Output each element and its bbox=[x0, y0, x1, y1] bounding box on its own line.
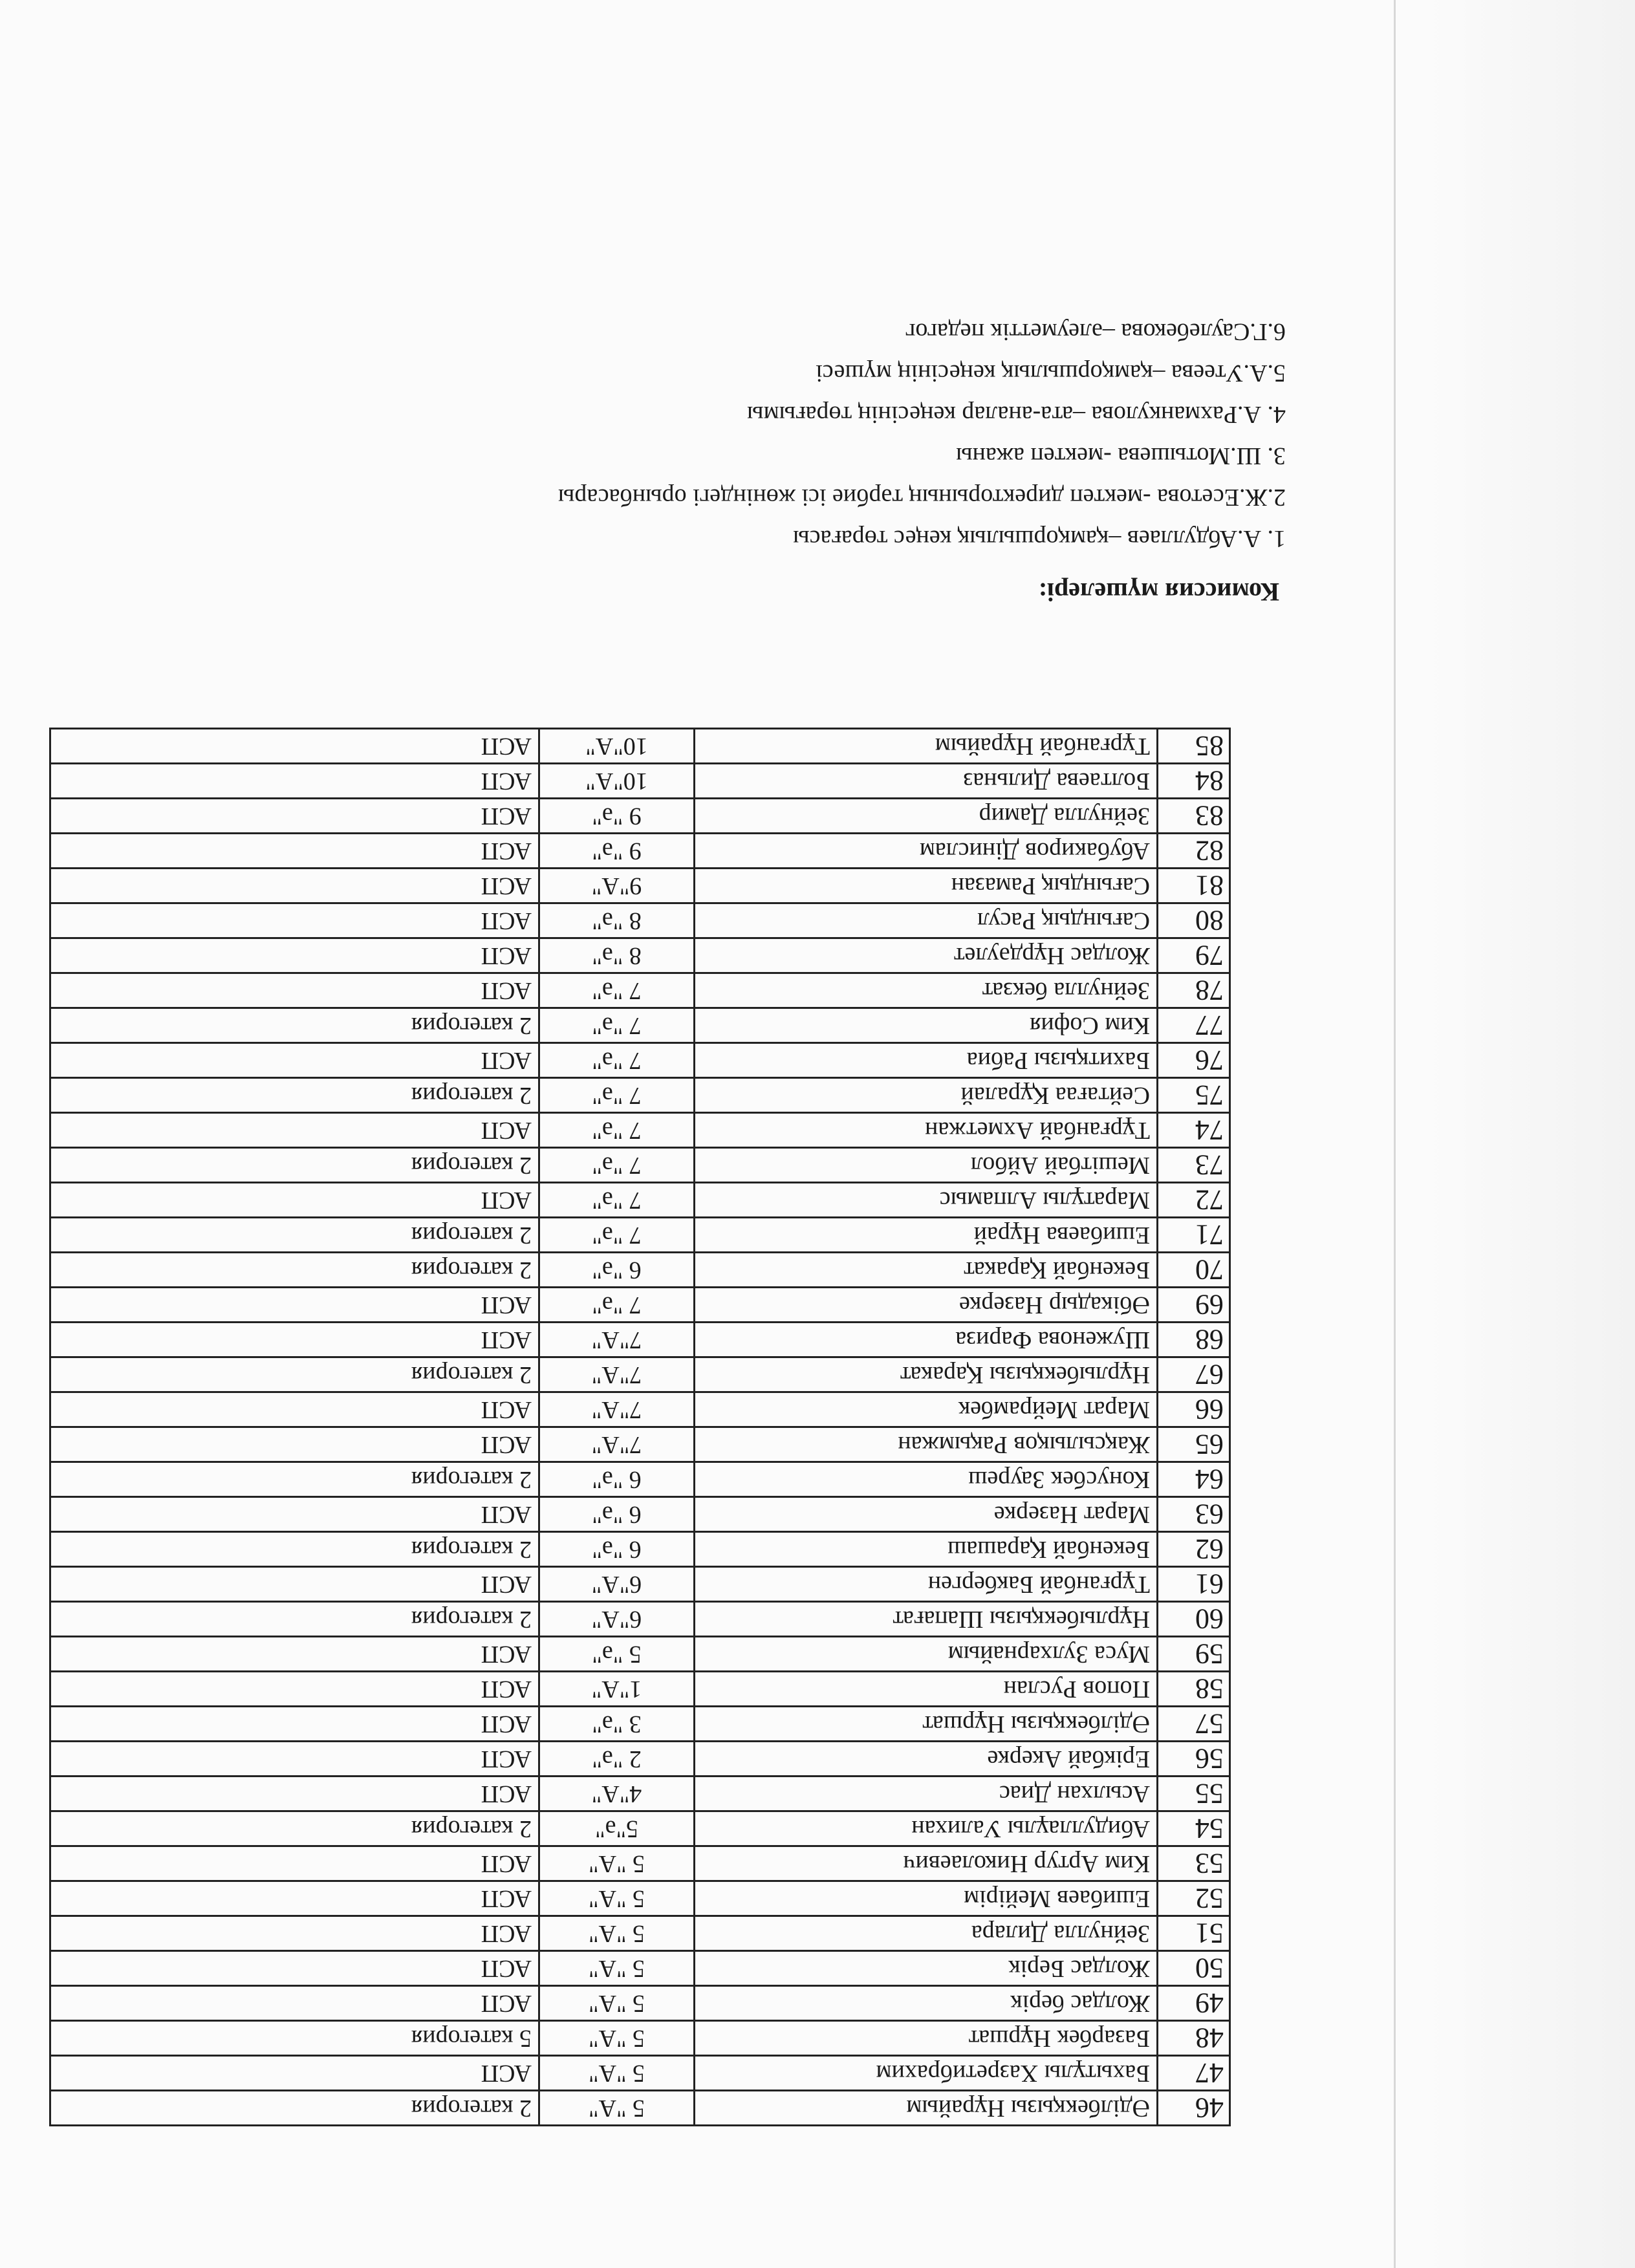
student-name-cell: Сағындық Расул bbox=[695, 903, 1158, 938]
student-name-cell: Сейтағаа Құралай bbox=[695, 1078, 1158, 1113]
category-cell: АСП bbox=[50, 1881, 539, 1916]
row-number-cell: 84 bbox=[1158, 764, 1230, 799]
table-row bbox=[50, 1846, 1230, 1881]
row-number-cell: 85 bbox=[1158, 729, 1230, 764]
row-number-cell: 53 bbox=[1158, 1846, 1230, 1881]
student-name-cell: Бекенбай Қарашаш bbox=[695, 1532, 1158, 1567]
class-cell: 9 "ә" bbox=[539, 834, 695, 869]
row-number-cell: 76 bbox=[1158, 1043, 1230, 1078]
row-number-cell: 72 bbox=[1158, 1183, 1230, 1218]
table-row bbox=[50, 2091, 1230, 2126]
table-row bbox=[50, 764, 1230, 799]
table-row bbox=[50, 1986, 1230, 2021]
category-cell: АСП bbox=[50, 1427, 539, 1462]
table-row bbox=[50, 903, 1230, 938]
class-cell: 5 "ә" bbox=[539, 1637, 695, 1672]
category-cell: АСП bbox=[50, 1323, 539, 1357]
student-name-cell: Тұрғанбай Бакберген bbox=[695, 1567, 1158, 1602]
table-row bbox=[50, 869, 1230, 903]
student-name-cell: Әділбекқызы Нұршат bbox=[695, 1707, 1158, 1742]
commission-members-list bbox=[57, 311, 1286, 559]
table-row bbox=[50, 2021, 1230, 2056]
student-name-cell: Абидуллаұлы Уалихан bbox=[695, 1811, 1158, 1846]
commission-member: 5.А.Утеева –қамқоршылық кеңесінің мүшесі bbox=[816, 360, 1286, 387]
class-cell: 6"А" bbox=[539, 1567, 695, 1602]
row-number-cell: 46 bbox=[1158, 2091, 1230, 2126]
class-cell: 5 "А" bbox=[539, 2091, 695, 2126]
category-cell: АСП bbox=[50, 1567, 539, 1602]
student-name-cell: Абубакиров Дінислам bbox=[695, 834, 1158, 869]
category-cell: 2 категория bbox=[50, 1532, 539, 1567]
class-cell: 5 "А" bbox=[539, 1986, 695, 2021]
student-name-cell: Марат Мейрамбек bbox=[695, 1392, 1158, 1427]
class-cell: 7 "ә" bbox=[539, 1183, 695, 1218]
row-number-cell: 54 bbox=[1158, 1811, 1230, 1846]
row-number-cell: 78 bbox=[1158, 973, 1230, 1008]
class-cell: 7 "ә" bbox=[539, 1008, 695, 1043]
student-name-cell: Зейнулла Дамир bbox=[695, 799, 1158, 834]
table-row bbox=[50, 2056, 1230, 2091]
table-row bbox=[50, 799, 1230, 834]
row-number-cell: 70 bbox=[1158, 1253, 1230, 1288]
row-number-cell: 59 bbox=[1158, 1637, 1230, 1672]
commission-title: Комиссия мүшелері: bbox=[1038, 578, 1279, 607]
student-name-cell: Жолдас Берік bbox=[695, 1951, 1158, 1986]
category-cell: 2 категория bbox=[50, 1148, 539, 1183]
class-cell: 6"А" bbox=[539, 1602, 695, 1637]
table-row bbox=[50, 1497, 1230, 1532]
category-cell: АСП bbox=[50, 1183, 539, 1218]
student-name-cell: Зейнулла Дилара bbox=[695, 1916, 1158, 1951]
class-cell: 7"А" bbox=[539, 1392, 695, 1427]
student-name-cell: Болтаева Дильназ bbox=[695, 764, 1158, 799]
student-name-cell: Базарбек Нұршат bbox=[695, 2021, 1158, 2056]
table-row bbox=[50, 729, 1230, 764]
category-cell: АСП bbox=[50, 834, 539, 869]
category-cell: АСП bbox=[50, 938, 539, 973]
class-cell: 6 "ә" bbox=[539, 1532, 695, 1567]
table-row bbox=[50, 1951, 1230, 1986]
student-name-cell: Мешітбай Айбол bbox=[695, 1148, 1158, 1183]
category-cell: АСП bbox=[50, 903, 539, 938]
table-row bbox=[50, 1427, 1230, 1462]
class-cell: 6 "ә" bbox=[539, 1462, 695, 1497]
table-row bbox=[50, 1811, 1230, 1846]
student-name-cell: Әділбекқызы Нұрайым bbox=[695, 2091, 1158, 2126]
table-row bbox=[50, 1637, 1230, 1672]
category-cell: АСП bbox=[50, 1043, 539, 1078]
class-cell: 2 "ә" bbox=[539, 1742, 695, 1777]
student-name-cell: Жолдас Нұрдәулет bbox=[695, 938, 1158, 973]
category-cell: 2 категория bbox=[50, 1462, 539, 1497]
class-cell: 7 "ә" bbox=[539, 973, 695, 1008]
class-cell: 5 "А" bbox=[539, 1881, 695, 1916]
row-number-cell: 81 bbox=[1158, 869, 1230, 903]
student-name-cell: Муса Зулхарнайым bbox=[695, 1637, 1158, 1672]
row-number-cell: 62 bbox=[1158, 1532, 1230, 1567]
table-row bbox=[50, 1462, 1230, 1497]
student-name-cell: Конусбек Зауреш bbox=[695, 1462, 1158, 1497]
row-number-cell: 83 bbox=[1158, 799, 1230, 834]
category-cell: АСП bbox=[50, 1951, 539, 1986]
row-number-cell: 75 bbox=[1158, 1078, 1230, 1113]
table-row bbox=[50, 1253, 1230, 1288]
row-number-cell: 82 bbox=[1158, 834, 1230, 869]
student-name-cell: Шуженова Фариза bbox=[695, 1323, 1158, 1357]
table-row bbox=[50, 1008, 1230, 1043]
category-cell: 2 категория bbox=[50, 1357, 539, 1392]
commission-section bbox=[57, 311, 1286, 612]
table-row bbox=[50, 938, 1230, 973]
category-cell: 2 категория bbox=[50, 1078, 539, 1113]
category-cell: АСП bbox=[50, 1986, 539, 2021]
row-number-cell: 64 bbox=[1158, 1462, 1230, 1497]
table-row bbox=[50, 1777, 1230, 1811]
table-row bbox=[50, 1323, 1230, 1357]
student-name-cell: Зейнулла бекзат bbox=[695, 973, 1158, 1008]
student-name-cell: Әбікадыр Назерке bbox=[695, 1288, 1158, 1323]
row-number-cell: 56 bbox=[1158, 1742, 1230, 1777]
class-cell: 7 "ә" bbox=[539, 1043, 695, 1078]
student-name-cell: Ким Артур Николаевич bbox=[695, 1846, 1158, 1881]
table-row bbox=[50, 1707, 1230, 1742]
class-cell: 5 "А" bbox=[539, 1916, 695, 1951]
class-cell: 7"А" bbox=[539, 1323, 695, 1357]
class-cell: 4"А" bbox=[539, 1777, 695, 1811]
table-row bbox=[50, 1288, 1230, 1323]
category-cell: АСП bbox=[50, 799, 539, 834]
student-name-cell: Маратұлы Алпамыс bbox=[695, 1183, 1158, 1218]
student-name-cell: Ешибаев Мейірім bbox=[695, 1881, 1158, 1916]
category-cell: АСП bbox=[50, 1846, 539, 1881]
table-row bbox=[50, 1357, 1230, 1392]
page-shadow bbox=[1428, 0, 1635, 2268]
category-cell: 5 категория bbox=[50, 2021, 539, 2056]
category-cell: АСП bbox=[50, 1672, 539, 1707]
student-name-cell: Ким София bbox=[695, 1008, 1158, 1043]
row-number-cell: 66 bbox=[1158, 1392, 1230, 1427]
class-cell: 5"ә" bbox=[539, 1811, 695, 1846]
commission-member: 4. А.Рахманкулова –ата-аналар кеңесінің төрағымы bbox=[746, 401, 1286, 428]
row-number-cell: 74 bbox=[1158, 1113, 1230, 1148]
student-name-cell: Тұрғанбай Ахметжан bbox=[695, 1113, 1158, 1148]
category-cell: 2 категория bbox=[50, 1008, 539, 1043]
row-number-cell: 47 bbox=[1158, 2056, 1230, 2091]
student-name-cell: Нұрлыбекқызы Қаракат bbox=[695, 1357, 1158, 1392]
class-cell: 8 "ә" bbox=[539, 938, 695, 973]
student-name-cell: Тұрғанбай Нұрайым bbox=[695, 729, 1158, 764]
table-row bbox=[50, 1043, 1230, 1078]
table-row bbox=[50, 1078, 1230, 1113]
category-cell: АСП bbox=[50, 1497, 539, 1532]
class-cell: 5 "А" bbox=[539, 1846, 695, 1881]
category-cell: 2 категория bbox=[50, 1602, 539, 1637]
table-row bbox=[50, 1183, 1230, 1218]
category-cell: АСП bbox=[50, 1916, 539, 1951]
category-cell: АСП bbox=[50, 2056, 539, 2091]
row-number-cell: 57 bbox=[1158, 1707, 1230, 1742]
table-row bbox=[50, 1532, 1230, 1567]
table-row bbox=[50, 1113, 1230, 1148]
class-cell: 7 "ә" bbox=[539, 1148, 695, 1183]
row-number-cell: 68 bbox=[1158, 1323, 1230, 1357]
commission-member: 2.Ж.Есетова -мектеп директорының тәрбие ісі жөніндегі орынбасары bbox=[558, 484, 1286, 511]
commission-member: 3. Ш.Мотышева -мектеп ажаны bbox=[956, 442, 1286, 470]
student-name-cell: Бахытұлы Хазретибрахим bbox=[695, 2056, 1158, 2091]
student-name-cell: Бекенбай Қаракат bbox=[695, 1253, 1158, 1288]
class-cell: 8 "ә" bbox=[539, 903, 695, 938]
row-number-cell: 79 bbox=[1158, 938, 1230, 973]
row-number-cell: 50 bbox=[1158, 1951, 1230, 1986]
students-table-body bbox=[50, 729, 1230, 2126]
table-row bbox=[50, 1218, 1230, 1253]
table-row bbox=[50, 1148, 1230, 1183]
table-row bbox=[50, 1567, 1230, 1602]
class-cell: 7"А" bbox=[539, 1427, 695, 1462]
category-cell: 2 категория bbox=[50, 1218, 539, 1253]
table-row bbox=[50, 834, 1230, 869]
class-cell: 7 "ә" bbox=[539, 1113, 695, 1148]
class-cell: 7 "ә" bbox=[539, 1288, 695, 1323]
student-name-cell: Жолдас берік bbox=[695, 1986, 1158, 2021]
row-number-cell: 52 bbox=[1158, 1881, 1230, 1916]
row-number-cell: 71 bbox=[1158, 1218, 1230, 1253]
table-row bbox=[50, 1602, 1230, 1637]
category-cell: 2 категория bbox=[50, 2091, 539, 2126]
commission-member: 6.Г.Саулебекова –әлеуметтік педагог bbox=[905, 318, 1286, 345]
class-cell: 10"А" bbox=[539, 764, 695, 799]
category-cell: АСП bbox=[50, 869, 539, 903]
student-name-cell: Ерікбай Акерке bbox=[695, 1742, 1158, 1777]
class-cell: 1"А" bbox=[539, 1672, 695, 1707]
class-cell: 7 "ә" bbox=[539, 1218, 695, 1253]
category-cell: АСП bbox=[50, 1777, 539, 1811]
table-row bbox=[50, 1742, 1230, 1777]
row-number-cell: 77 bbox=[1158, 1008, 1230, 1043]
commission-member: 1. А.Абдуллаев –қамқоршылық кеңес төрағасы bbox=[793, 525, 1286, 552]
category-cell: АСП bbox=[50, 1288, 539, 1323]
category-cell: АСП bbox=[50, 729, 539, 764]
class-cell: 6 "ә" bbox=[539, 1253, 695, 1288]
class-cell: 9 "ә" bbox=[539, 799, 695, 834]
row-number-cell: 61 bbox=[1158, 1567, 1230, 1602]
table-row bbox=[50, 1881, 1230, 1916]
category-cell: 2 категория bbox=[50, 1253, 539, 1288]
class-cell: 10"А" bbox=[539, 729, 695, 764]
row-number-cell: 69 bbox=[1158, 1288, 1230, 1323]
student-name-cell: Попов Руслан bbox=[695, 1672, 1158, 1707]
student-name-cell: Асылхан Диас bbox=[695, 1777, 1158, 1811]
category-cell: АСП bbox=[50, 1637, 539, 1672]
class-cell: 7"А" bbox=[539, 1357, 695, 1392]
row-number-cell: 55 bbox=[1158, 1777, 1230, 1811]
class-cell: 5 "А" bbox=[539, 2021, 695, 2056]
page-edge-line bbox=[1394, 0, 1396, 2268]
class-cell: 6 "ә" bbox=[539, 1497, 695, 1532]
row-number-cell: 48 bbox=[1158, 2021, 1230, 2056]
student-name-cell: Бахитқызы Рабиа bbox=[695, 1043, 1158, 1078]
class-cell: 9"А" bbox=[539, 869, 695, 903]
table-row bbox=[50, 1672, 1230, 1707]
row-number-cell: 51 bbox=[1158, 1916, 1230, 1951]
student-name-cell: Ешибаева Нұрай bbox=[695, 1218, 1158, 1253]
table-row bbox=[50, 1392, 1230, 1427]
student-name-cell: Марат Назерке bbox=[695, 1497, 1158, 1532]
student-name-cell: Жақсылықов Рақымжан bbox=[695, 1427, 1158, 1462]
class-cell: 5 "А" bbox=[539, 1951, 695, 1986]
student-name-cell: Сағындық Рамазан bbox=[695, 869, 1158, 903]
row-number-cell: 73 bbox=[1158, 1148, 1230, 1183]
category-cell: АСП bbox=[50, 1707, 539, 1742]
category-cell: 2 категория bbox=[50, 1811, 539, 1846]
row-number-cell: 58 bbox=[1158, 1672, 1230, 1707]
class-cell: 7 "ә" bbox=[539, 1078, 695, 1113]
category-cell: АСП bbox=[50, 1392, 539, 1427]
table-row bbox=[50, 973, 1230, 1008]
class-cell: 5 "А" bbox=[539, 2056, 695, 2091]
row-number-cell: 60 bbox=[1158, 1602, 1230, 1637]
table-row bbox=[50, 1916, 1230, 1951]
students-table bbox=[49, 728, 1231, 2126]
row-number-cell: 80 bbox=[1158, 903, 1230, 938]
student-name-cell: Нұрлыбекқызы Шапағат bbox=[695, 1602, 1158, 1637]
class-cell: 3 "ә" bbox=[539, 1707, 695, 1742]
category-cell: АСП bbox=[50, 1742, 539, 1777]
row-number-cell: 49 bbox=[1158, 1986, 1230, 2021]
row-number-cell: 65 bbox=[1158, 1427, 1230, 1462]
category-cell: АСП bbox=[50, 973, 539, 1008]
category-cell: АСП bbox=[50, 764, 539, 799]
category-cell: АСП bbox=[50, 1113, 539, 1148]
row-number-cell: 63 bbox=[1158, 1497, 1230, 1532]
row-number-cell: 67 bbox=[1158, 1357, 1230, 1392]
